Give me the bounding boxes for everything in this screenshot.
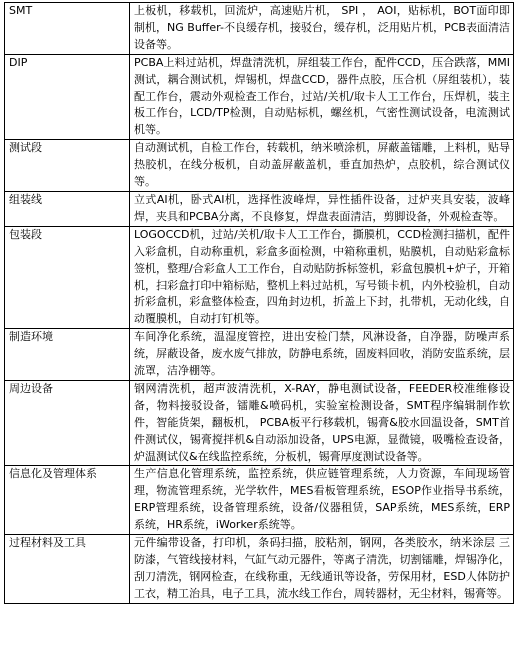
equipment-list-cell: PCBA上料过站机，焊盘清洗机，屏组装工作台，配件CCD，压合跌落，MMI测试，耦合测试机，焊锡机，焊盘CCD，器件点胶，压合机（屏组装机），装配工作台，震动外观检查工作台，过站/关机/取卡人工工作台，压焊机，装主板工作台，LCD/TP检测，自动贴标机，螺丝机，气密性测试设备，电流测试机等。: [130, 54, 514, 140]
equipment-list-cell: 钢网清洗机，超声波清洗机，X-RAY，静电测试设备，FEEDER校准维修设备，物料接驳设备，镭雕&喷码机，实验室检测设备，SMT程序编辑制作软件，智能货架，翻板机， PCBA板平行移载机，锡膏&胶水回温设备，SMT首件测试仪，锡膏搅拌机&自动添加设备，UPS电源，显微镜，吸嘴检查设备，炉温测试仪&在线监控系统，分板机，锡膏厚度测试设备等。: [130, 380, 514, 466]
category-cell: 制造环境: [5, 329, 130, 381]
table-row: [5, 226, 514, 328]
category-cell: DIP: [5, 54, 130, 140]
equipment-list-cell: 车间净化系统，温湿度管控，进出安检门禁，风淋设备，自净器，防噪声系统，屏蔽设备，废水废气排放，防静电系统，固废料回收，消防安监系统，层流罩，洁净棚等。: [130, 329, 514, 381]
category-cell: 测试段: [5, 140, 130, 192]
category-cell: 过程材料及工具: [5, 535, 130, 604]
category-cell: 信息化及管理体系: [5, 466, 130, 535]
table-row: [5, 466, 514, 535]
table-row: [5, 535, 514, 604]
equipment-list-cell: 立式AI机，卧式AI机，选择性波峰焊，异性插件设备，过炉夹具安装，波峰焊，夹具和PCBA分离，不良修复，焊盘表面清洁，剪脚设备，外观检查等。: [130, 191, 514, 226]
equipment-list-cell: 元件编带设备，打印机，条码扫描，胶粘剂，钢网，各类胶水，纳米涂层 三防漆，气管线接材料，气缸气动元器件，等离子清洗，切割镭雕，焊锡净化，刮刀清洗，钢网检查，在线称重，无线通讯等设备，劳保用材，ESD人体防护工衣，精工治具，电子工具，流水线工作台，周转器材，无尘材料，锡膏等。: [130, 535, 514, 604]
table-row: [5, 380, 514, 466]
equipment-list-cell: LOGOCCD机，过站/关机/取卡人工工作台，撕膜机，CCD检测扫描机，配件入彩盒机，自动称重机，彩盒多面检测，中箱称重机，贴膜机，自动贴彩盒标签机，整理/合彩盒人工工作台，自动贴防拆标签机，彩盒包膜机+炉子，开箱机，扫彩盒打印中箱标贴，整机上料过站机，写号锁卡机，内外校验机，自动折彩盒机，彩盒整体检查，四角封边机，折盖上下封，扎带机，无动化线，自动覆膜机，自动打钉机等。: [130, 226, 514, 328]
category-cell: 周边设备: [5, 380, 130, 466]
equipment-list-cell: 上板机，移载机，回流炉，高速贴片机， SPI ， AOI，贴标机，BOT面印即制机，NG Buffer-不良缓存机，接驳台，缓存机，泛用贴片机，PCB表面清洁设备等。: [130, 3, 514, 55]
table-row: [5, 329, 514, 381]
table-row: [5, 54, 514, 140]
category-cell: 组装线: [5, 191, 130, 226]
equipment-list-cell: 生产信息化管理系统，监控系统，供应链管理系统，人力资源，车间现场管理，物流管理系统，光学软件，MES看板管理系统，ESOP作业指导书系统，ERP管理系统，设备管理系统，设备/仪器租赁，SAP系统，MES系统，ERP系统，HR系统，iWorker系统等。: [130, 466, 514, 535]
category-cell: SMT: [5, 3, 130, 55]
equipment-category-table: [4, 2, 514, 604]
equipment-list-cell: 自动测试机，自检工作台，转载机，纳米喷涂机，屏蔽盖镭雕，上料机，贴导热胶机，在线分板机，自动盖屏蔽盖机，垂直加热炉，点胶机，综合测试仪等。: [130, 140, 514, 192]
category-cell: 包装段: [5, 226, 130, 328]
table-row: [5, 3, 514, 55]
table-row: [5, 140, 514, 192]
table-row: [5, 191, 514, 226]
